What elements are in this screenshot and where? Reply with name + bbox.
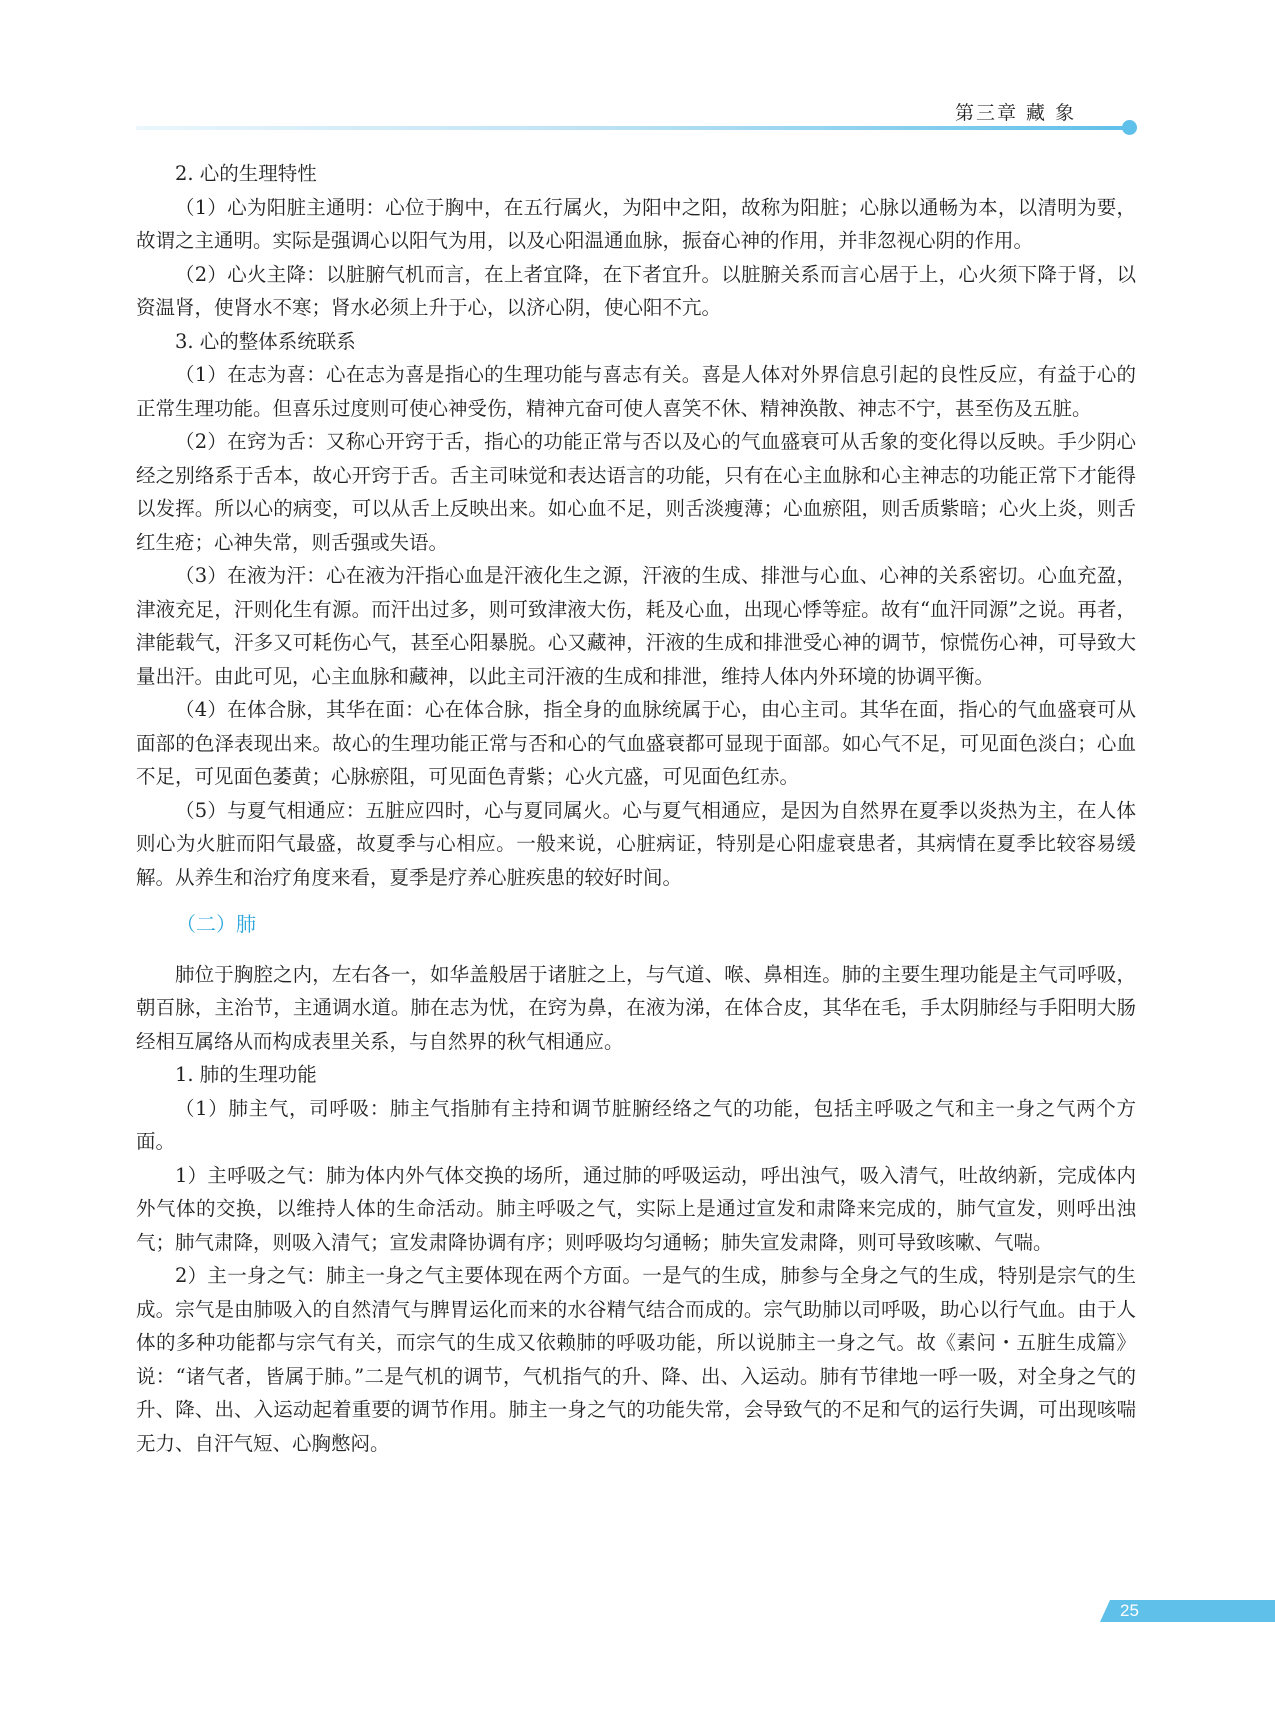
paragraph: 1）主呼吸之气：肺为体内外气体交换的场所，通过肺的呼吸运动，呼出浊气，吸入清气，吐故纳新，完成体内外气体的交换，以维持人体的生命活动。肺主呼吸之气，实际上是通过宣发和肃降来完成的，肺气宣发，则呼出浊气；肺气肃降，则吸入清气；宣发肃降协调有序；则呼吸均匀通畅；肺失宣发肃降，则可导致咳嗽、气喘。 (136, 1163, 1136, 1254)
paragraph: （1）肺主气，司呼吸：肺主气指肺有主持和调节脏腑经络之气的功能，包括主呼吸之气和主一身之气两个方面。 (136, 1096, 1136, 1153)
paragraph: 2）主一身之气：肺主一身之气主要体现在两个方面。一是气的生成，肺参与全身之气的生成，特别是宗气的生成。宗气是由肺吸入的自然清气与脾胃运化而来的水谷精气结合而成的。宗气助肺以司呼吸，助心以行气血。由于人体的多种功能都与宗气有关，而宗气的生成又依赖肺的呼吸功能，所以说肺主一身之气。故《素问・五脏生成篇》说：“诸气者，皆属于肺。”二是气机的调节，气机指气的升、降、出、入运动。肺有节律地一呼一吸，对全身之气的升、降、出、入运动起着重要的调节作用。肺主一身之气的功能失常，会导致气的不足和气的运行失调，可出现咳喘无力、自汗气短、心胸憋闷。 (136, 1264, 1136, 1455)
page-number: 25 (1120, 1601, 1139, 1620)
paragraph: （4）在体合脉，其华在面：心在体合脉，指全身的血脉统属于心，由心主司。其华在面，指心的气血盛衰可从面部的色泽表现出来。故心的生理功能正常与否和心的气血盛衰都可显现于面部。如心气不足，可见面色淡白；心血不足，可见面色萎黄；心脉瘀阻，可见面色青紫；心火亢盛，可见面色红赤。 (136, 698, 1136, 788)
paragraph: （3）在液为汗：心在液为汗指心血是汗液化生之源，汗液的生成、排泄与心血、心神的关系密切。心血充盈，津液充足，汗则化生有源。而汗出过多，则可致津液大伤，耗及心血，出现心悸等症。故有“血汗同源”之说。再者，津能载气，汗多又可耗伤心气，甚至心阳暴脱。心又藏神，汗液的生成和排泄受心神的调节，惊慌伤心神，可导致大量出汗。由此可见，心主血脉和藏神，以此主司汗液的生成和排泄，维持人体内外环境的协调平衡。 (136, 564, 1136, 688)
header-rule (136, 126, 1130, 130)
paragraph: 肺位于胸腔之内，左右各一，如华盖般居于诸脏之上，与气道、喉、鼻相连。肺的主要生理功能是主气司呼吸，朝百脉，主治节，主通调水道。肺在志为忧，在窍为鼻，在液为涕，在体合皮，其华在毛，手太阴肺经与手阳明大肠经相互属络从而构成表里关系，与自然界的秋气相通应。 (136, 962, 1136, 1053)
paragraph: （2）在窍为舌：又称心开窍于舌，指心的功能正常与否以及心的气血盛衰可从舌象的变化得以反映。手少阴心经之别络系于舌本，故心开窍于舌。舌主司味觉和表达语言的功能，只有在心主血脉和心主神志的功能正常下才能得以发挥。所以心的病变，可以从舌上反映出来。如心血不足，则舌淡瘦薄；心血瘀阻，则舌质紫暗；心火上炎，则舌红生疮；心神失常，则舌强或失语。 (136, 430, 1136, 554)
subheading-lung-physiology: 1. 肺的生理功能 (175, 1063, 317, 1086)
paragraph: （1）在志为喜：心在志为喜是指心的生理功能与喜志有关。喜是人体对外界信息引起的良性反应，有益于心的正常生理功能。但喜乐过度则可使心神受伤，精神亢奋可使人喜笑不休、精神涣散、神志不宁，甚至伤及五脏。 (136, 363, 1136, 420)
paragraph: （1）心为阳脏主通明：心位于胸中，在五行属火，为阳中之阳，故称为阳脏；心脉以通畅为本，以清明为要，故谓之主通明。实际是强调心以阳气为用，以及心阳温通血脉，振奋心神的作用，并非忽视心阴的作用。 (136, 195, 1136, 252)
subheading-heart-system-links: 3. 心的整体系统联系 (175, 329, 356, 353)
chapter-title: 第三章 藏 象 (955, 102, 1077, 124)
paragraph: （5）与夏气相通应：五脏应四时，心与夏同属火。心与夏气相通应，是因为自然界在夏季以炎热为主，在人体则心为火脏而阳气最盛，故夏季与心相应。一般来说，心脏病证，特别是心阳虚衰患者，其病情在夏季比较容易缓解。从养生和治疗角度来看，夏季是疗养心脏疾患的较好时间。 (136, 798, 1136, 889)
header-dot-ornament (1122, 120, 1137, 135)
paragraph: （2）心火主降：以脏腑气机而言，在上者宜降，在下者宜升。以脏腑关系而言心居于上，心火须下降于肾，以资温肾，使肾水不寒；肾水必须上升于心，以济心阴，使心阳不亢。 (136, 262, 1136, 319)
subheading-heart-physiology-traits: 2. 心的生理特性 (175, 162, 317, 185)
page-body (136, 157, 1136, 1460)
section-heading-lung: （二）肺 (176, 912, 256, 936)
